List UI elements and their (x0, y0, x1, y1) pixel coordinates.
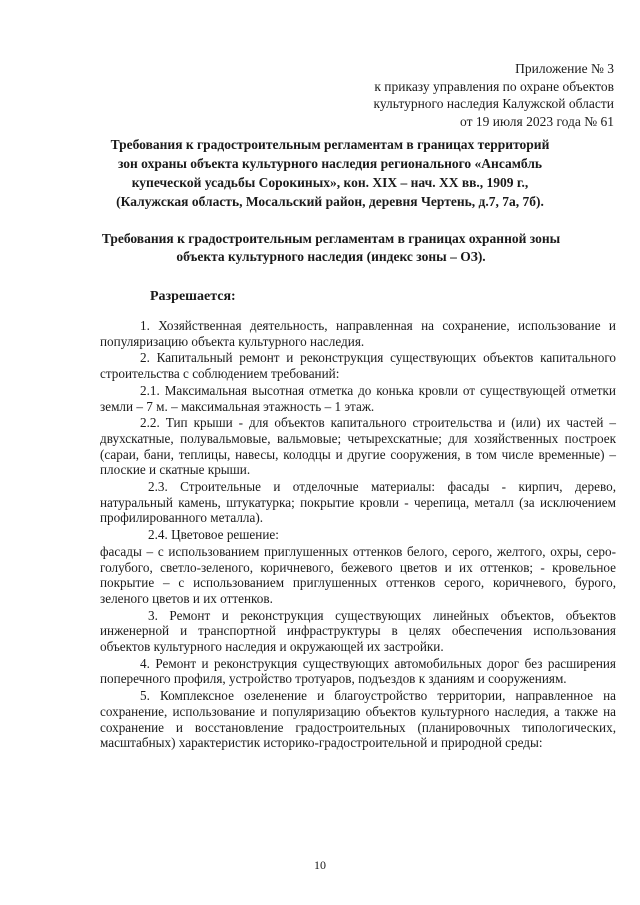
paragraph-5: 5. Комплексное озеленение и благоустройство территории, направленное на сохранение, использование и популяризацию объектов культурного наследия, а также на сохранение и восстановление градостроительных (планировочных типологических, масштабных) характеристик историко-градостроительной и природной среды: (100, 688, 616, 751)
appendix-date-line: от 19 июля 2023 года № 61 (460, 113, 614, 129)
paragraph-3: 3. Ремонт и реконструкция существующих линейных объектов, объектов инженерной и транспортной инфраструктуры в целях обеспечения использования объектов культурного наследия и окружающей их застройки. (100, 607, 616, 655)
paragraph-2-4: 2.4. Цветовое решение: (148, 527, 279, 543)
appendix-order-line: к приказу управления по охране объектов (374, 78, 614, 94)
paragraph-2-3: 2.3. Строительные и отделочные материалы: фасады - кирпич, дерево, натуральный камень, штукатурка; покрытие кровли - черепица, металл (за исключением профилированного металла). (100, 479, 616, 526)
paragraph-2: 2. Капитальный ремонт и реконструкция существующих объектов капитального строительства с соблюдением требований: (100, 350, 616, 382)
appendix-header (373, 60, 614, 130)
paragraph-1: 1. Хозяйственная деятельность, направленная на сохранение, использование и популяризацию объекта культурного наследия. (100, 318, 616, 349)
paragraph-2-2: 2.2. Тип крыши - для объектов капитального строительства и (или) их частей – двухскатные, полувальмовые, вальмовые; четырехскатные; для хозяйственных построек (сараи, бани, теплицы, навесы, колодцы и другие сооружения, в том числе временные) – плоские и скатные крыши. (100, 415, 616, 478)
main-title: Требования к градостроительным регламентам в границах территорий зон охраны объекта культурного наследия регионального «Ансамбль купеческой усадьбы Сорокиных», кон. XIX – нач. XX вв., 1909 г., (Калужская область, Мосальский район, деревня Чертень, д.7, 7а, 7б). (110, 137, 550, 209)
paragraph-2-1: 2.1. Максимальная высотная отметка до конька кровли от существующей отметки земли – 7 м. – максимальная этажность – 1 этаж. (100, 382, 616, 414)
regulations-body (100, 318, 616, 752)
zone-title: Требования к градостроительным регламентам в границах охранной зоны объекта культурного наследия (индекс зоны – ОЗ). (101, 231, 561, 264)
paragraph-colors: фасады – с использованием приглушенных оттенков белого, серого, желтого, охры, серо-голубого, светло-зеленого, коричневого, бежевого цветов и их оттенков; - кровельное покрытие – с использованием приглушенных оттенков серого, коричневого, бурого, зеленого цветов и их оттенков. (100, 543, 616, 606)
appendix-number: Приложение № 3 (515, 61, 614, 76)
allowed-heading: Разрешается: (150, 289, 236, 304)
paragraph-4: 4. Ремонт и реконструкция существующих автомобильных дорог без расширения поперечного профиля, устройство тротуаров, подъездов к зданиям и сооружениям. (100, 655, 616, 687)
page-number: 10 (314, 858, 326, 872)
appendix-authority-line: культурного наследия Калужской области (373, 96, 614, 111)
